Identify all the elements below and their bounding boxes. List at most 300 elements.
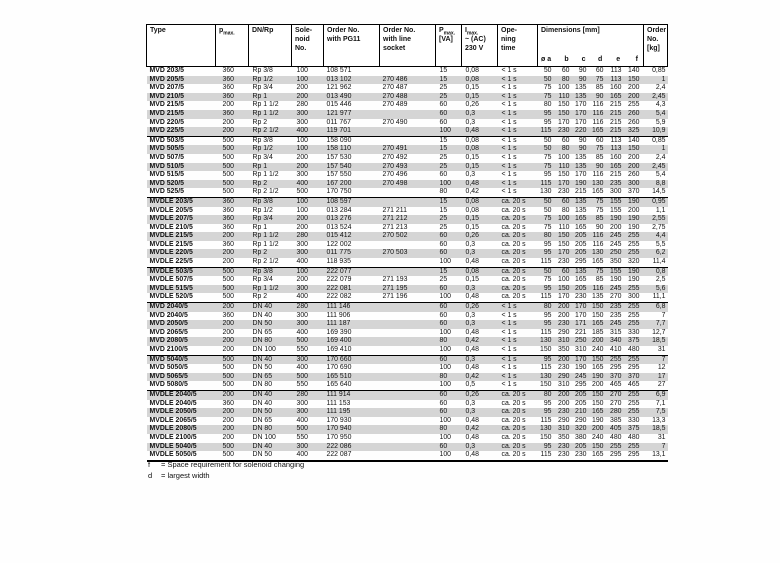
table-row (147, 434, 668, 443)
table-row (147, 154, 668, 163)
value-cell: 0,3 (462, 355, 498, 364)
value-cell: 113 (610, 136, 622, 144)
value-cell: 75 (543, 223, 552, 231)
value-cell: 170 (574, 303, 591, 312)
value-cell: 0,3 (465, 118, 476, 126)
value-cell: 480 (628, 433, 640, 441)
value-cell: 15 (436, 145, 462, 154)
value-cell: 385 (610, 416, 622, 424)
value-cell: 245 (574, 373, 591, 382)
value-cell (380, 364, 436, 373)
value-cell: 0,26 (462, 232, 498, 241)
value-cell: ca. 20 s (498, 249, 538, 258)
value-cell: 0,15 (465, 223, 479, 231)
value-cell (380, 110, 436, 119)
value-cell: 330 (628, 328, 640, 336)
value-cell: 295 (608, 451, 626, 461)
value-cell: 300 (296, 118, 308, 126)
value-cell: DN 100 (249, 346, 292, 355)
value-cell: 270 487 (382, 84, 408, 92)
value-cell: 95 (543, 118, 552, 126)
value-cell: DN 40 (249, 303, 292, 312)
value-cell: 13,3 (652, 416, 666, 424)
value-cell: 150 (626, 145, 644, 154)
value-cell: 360 (216, 110, 249, 119)
value-cell: Rp 1 1/2 (249, 232, 292, 241)
value-cell: 116 (592, 101, 604, 109)
value-cell: 200 (296, 223, 308, 231)
table-row (147, 197, 668, 206)
value-cell (380, 241, 436, 250)
value-cell: 167 200 (324, 180, 380, 189)
value-cell: 271 212 (380, 215, 436, 224)
value-cell: < 1 s (498, 76, 538, 85)
value-cell: 300 (626, 180, 644, 189)
value-cell: 200 (296, 276, 308, 284)
value-cell: 165 (608, 93, 626, 102)
value-cell: 0,15 (465, 84, 479, 92)
value-cell: 200 (558, 399, 570, 407)
value-cell: < 1 s (498, 188, 538, 197)
value-cell: 0,5 (462, 381, 498, 390)
value-cell: 15 (439, 136, 448, 144)
value-cell: 170 660 (324, 355, 380, 364)
value-cell: 116 (591, 285, 608, 294)
value-cell: 240 (591, 346, 608, 355)
value-cell: 380 (575, 433, 587, 441)
value-cell: 0,48 (462, 293, 498, 302)
value-cell: 25 (439, 223, 448, 231)
value-cell: ca. 20 s (498, 285, 538, 294)
value-cell: 222 081 (324, 285, 380, 294)
value-cell: 295 (626, 451, 644, 461)
value-cell: 150 (538, 381, 556, 390)
value-cell: 480 (626, 346, 644, 355)
value-cell: 111 914 (324, 390, 380, 399)
value-cell (380, 329, 436, 338)
value-cell: 95 (538, 110, 556, 119)
value-cell: 171 (574, 320, 591, 329)
footnote-text: = largest width (161, 471, 210, 480)
value-cell: 75 (591, 76, 608, 85)
type-cell: MVDLE 203/5 (147, 197, 216, 206)
value-cell: 270 (608, 293, 626, 302)
value-cell: ca. 20 s (501, 433, 526, 441)
value-cell: DN 40 (249, 390, 292, 399)
value-cell: 25 (439, 153, 448, 161)
value-cell: 0,15 (465, 276, 479, 284)
value-cell: 15 (439, 206, 448, 214)
value-cell: 165 (575, 223, 587, 231)
dim-col-d: d (598, 56, 603, 64)
value-cell: Rp 3/8 (252, 67, 273, 74)
value-cell: < 1 s (501, 328, 517, 336)
table-row (147, 425, 668, 434)
value-cell: 200 (216, 303, 249, 312)
type-cell: MVD 225/5 (147, 127, 216, 136)
value-cell: 0,3 (462, 110, 498, 119)
value-cell (380, 312, 436, 321)
type-cell: MVD 207/5 (149, 84, 184, 92)
value-cell: 95 (538, 443, 556, 452)
value-cell: 245 (608, 232, 626, 241)
value-cell: 340 (608, 337, 626, 346)
value-cell: 75 (591, 197, 608, 206)
value-cell: DN 65 (252, 416, 273, 424)
value-cell: 410 (608, 346, 626, 355)
value-cell: 295 (610, 364, 622, 372)
value-cell: 158 090 (326, 136, 352, 144)
value-cell: 2,4 (655, 84, 666, 92)
value-cell: 400 (292, 180, 324, 189)
value-cell: 300 (292, 443, 324, 452)
table-row (147, 171, 668, 180)
value-cell: 0,42 (462, 188, 498, 197)
value-cell: Rp 3/8 (249, 267, 292, 276)
footnote-key: d (148, 471, 153, 480)
value-cell: 230 (556, 320, 574, 329)
value-cell: 111 146 (324, 303, 380, 312)
value-cell: 271 211 (382, 206, 407, 214)
value-cell: 50 (538, 145, 556, 154)
value-cell: 165 (574, 215, 591, 224)
value-cell: 75 (591, 145, 608, 154)
value-cell: 500 (216, 285, 249, 294)
value-cell: 222 082 (324, 293, 380, 302)
value-cell: 100 (558, 276, 570, 284)
value-cell: 170 (558, 118, 570, 126)
value-cell: 255 (626, 443, 644, 452)
value-cell: 0,48 (462, 127, 498, 136)
value-cell: 150 (592, 311, 604, 319)
value-cell: Rp 1 1/2 (252, 240, 279, 248)
value-cell: 271 193 (382, 276, 408, 284)
value-cell: 480 (610, 433, 622, 441)
value-cell: 500 (292, 425, 324, 434)
value-cell: 60 (436, 232, 462, 241)
value-cell: 0,26 (465, 101, 479, 109)
value-cell: 110 (558, 223, 570, 231)
dim-col-c: c (581, 56, 586, 64)
value-cell: 200 (558, 311, 570, 319)
value-cell: 0,15 (462, 93, 498, 102)
value-cell: DN 65 (249, 373, 292, 382)
value-cell: 116 (592, 118, 604, 126)
table-row (147, 224, 668, 233)
value-cell: 271 196 (380, 293, 436, 302)
value-cell: 200 (216, 425, 249, 434)
value-cell: 165 (592, 364, 604, 372)
value-cell: 18,5 (644, 337, 668, 346)
value-cell: 130 (591, 249, 608, 258)
value-cell: 18,5 (644, 425, 668, 434)
value-cell: 360 (216, 76, 249, 85)
value-cell (380, 443, 436, 452)
value-cell: 190 (610, 276, 622, 284)
value-cell: 31 (644, 346, 668, 355)
value-cell: 360 (222, 206, 234, 214)
value-cell: 0,08 (462, 145, 498, 154)
value-cell: 255 (626, 355, 644, 364)
value-cell: 200 (610, 223, 622, 231)
value-cell: 60 (595, 136, 604, 144)
value-cell: Rp 1 (249, 93, 292, 102)
value-cell: 200 (628, 206, 640, 214)
value-cell: Rp 2 1/2 (249, 258, 292, 267)
value-cell: 230 (556, 443, 574, 452)
value-cell: 240 (592, 433, 604, 441)
type-cell: MVDLE 2050/5 (147, 408, 216, 417)
dim-col-a: ø a (541, 56, 552, 64)
value-cell: 200 (216, 320, 249, 329)
value-cell: 190 (575, 364, 587, 372)
value-cell: 0,3 (462, 320, 498, 329)
value-cell (380, 320, 436, 329)
value-cell: 14,5 (644, 188, 668, 197)
value-cell: 80 (543, 101, 552, 109)
value-cell: 60 (436, 355, 462, 364)
value-cell: 0,08 (462, 76, 498, 85)
value-cell: 115 (538, 258, 556, 267)
value-cell (380, 258, 436, 267)
type-cell: MVD 5040/5 (147, 355, 216, 364)
value-cell: 95 (538, 285, 556, 294)
value-cell: 100 (296, 67, 308, 74)
value-cell: 0,42 (462, 337, 498, 346)
value-cell: < 1 s (498, 110, 538, 119)
value-cell: 17 (644, 373, 668, 382)
type-cell: MVD 210/5 (147, 93, 216, 102)
type-cell: MVD 2040/5 (149, 311, 188, 319)
value-cell: 310 (574, 346, 591, 355)
table-row (147, 136, 668, 145)
table-row (147, 119, 668, 128)
value-cell: 280 (292, 390, 324, 399)
value-cell: 370 (626, 373, 644, 382)
value-cell: 370 (626, 188, 644, 197)
value-cell: 60 (439, 240, 448, 248)
value-cell: 500 (222, 136, 234, 144)
value-cell: 75 (543, 276, 552, 284)
value-cell: 111 195 (324, 408, 380, 417)
value-cell: 270 490 (382, 118, 408, 126)
value-cell: 170 (575, 118, 587, 126)
value-cell: 116 (591, 110, 608, 119)
value-cell: 1 (644, 145, 668, 154)
value-cell: 360 (222, 84, 234, 92)
value-cell: ca. 20 s (501, 240, 526, 248)
value-cell: 190 (591, 373, 608, 382)
value-cell: 150 (556, 232, 574, 241)
value-cell: 320 (626, 258, 644, 267)
value-cell: 270 492 (382, 153, 408, 161)
value-cell: Rp 2 (249, 249, 292, 258)
value-cell: ca. 20 s (501, 399, 526, 407)
value-cell: 360 (222, 399, 234, 407)
type-cell: MVDLE 507/5 (149, 276, 193, 284)
value-cell: 400 (292, 293, 324, 302)
value-cell: 60 (556, 267, 574, 276)
value-cell: 135 (575, 153, 587, 161)
value-cell: 270 (608, 390, 626, 399)
value-cell: DN 80 (249, 381, 292, 390)
value-cell: 130 (538, 373, 556, 382)
value-cell: 165 (575, 276, 587, 284)
value-cell: Rp 1 1/2 (249, 285, 292, 294)
table-row (147, 373, 668, 382)
value-cell: 200 (216, 258, 249, 267)
value-cell: 375 (626, 337, 644, 346)
value-cell: 200 (556, 355, 574, 364)
table-row (147, 417, 668, 426)
value-cell: 230 (574, 293, 591, 302)
value-cell: 115 (538, 293, 556, 302)
value-cell: 200 (292, 215, 324, 224)
value-cell: 465 (608, 381, 626, 390)
value-cell: 245 (610, 240, 622, 248)
value-cell: 170 (574, 355, 591, 364)
value-cell: 215 (610, 118, 622, 126)
value-cell: 95 (543, 240, 552, 248)
value-cell: 360 (216, 93, 249, 102)
value-cell: Rp 1/2 (249, 76, 292, 85)
value-cell: 200 (556, 303, 574, 312)
value-cell: < 1 s (498, 127, 538, 136)
value-cell (380, 400, 436, 409)
type-cell: MVD 2065/5 (149, 328, 188, 336)
value-cell: 255 (628, 101, 640, 109)
value-cell: 150 (591, 303, 608, 312)
table-row (147, 267, 668, 276)
value-cell: DN 40 (249, 443, 292, 452)
value-cell (380, 355, 436, 364)
type-cell: MVD 503/5 (149, 136, 184, 144)
value-cell: 121 977 (324, 110, 380, 119)
value-cell: 5,9 (655, 118, 666, 126)
value-cell: 2,5 (655, 276, 666, 284)
table-row (147, 276, 668, 285)
value-cell: 550 (296, 433, 308, 441)
value-cell: 013 102 (324, 76, 380, 85)
col-header-weight-kg: Order No. [kg] (644, 25, 668, 67)
value-cell: DN 50 (252, 364, 273, 372)
value-cell: 80 (538, 390, 556, 399)
value-cell: 310 (556, 425, 574, 434)
value-cell: ca. 20 s (501, 276, 526, 284)
value-cell: 169 390 (326, 328, 352, 336)
value-cell: 150 (591, 355, 608, 364)
value-cell: 10,9 (644, 127, 668, 136)
value-cell (380, 346, 436, 355)
value-cell: 27 (644, 381, 668, 390)
value-cell: 118 935 (324, 258, 380, 267)
value-cell: Rp 1 (252, 223, 268, 231)
value-cell: < 1 s (498, 145, 538, 154)
value-cell: 0,26 (462, 390, 498, 399)
value-cell: 6,9 (644, 390, 668, 399)
value-cell: 100 (292, 267, 324, 276)
value-cell: 31 (657, 433, 666, 441)
value-cell: 500 (216, 145, 249, 154)
value-cell: 122 002 (326, 240, 352, 248)
footnote-text: = Space requirement for solenoid changing (161, 460, 305, 469)
table-row (147, 232, 668, 241)
value-cell: 200 (292, 93, 324, 102)
value-cell (380, 188, 436, 197)
type-cell: MVDLE 205/5 (149, 206, 193, 214)
footnote-key: f (148, 460, 151, 469)
value-cell: 271 213 (382, 223, 408, 231)
value-cell: 12 (657, 364, 666, 372)
table-row (147, 355, 668, 364)
value-cell: 60 (436, 110, 462, 119)
table-row (147, 249, 668, 258)
value-cell: < 1 s (501, 171, 517, 179)
value-cell: 300 (292, 320, 324, 329)
value-cell: 2,45 (644, 93, 668, 102)
value-cell: 500 (216, 180, 249, 189)
value-cell: 0,08 (465, 206, 479, 214)
value-cell: 405 (608, 425, 626, 434)
value-cell: 255 (608, 443, 626, 452)
value-cell: < 1 s (501, 311, 517, 319)
value-cell (380, 303, 436, 312)
value-cell: 190 (592, 416, 604, 424)
value-cell: 100 (439, 364, 451, 372)
value-cell: 115 (540, 364, 552, 372)
value-cell: 280 (296, 101, 308, 109)
value-cell: 150 (538, 346, 556, 355)
value-cell: 160 (610, 84, 622, 92)
value-cell: 300 (296, 311, 308, 319)
value-cell: 190 (628, 223, 640, 231)
value-cell: 150 (540, 433, 552, 441)
value-cell: 75 (543, 84, 552, 92)
value-cell: 170 930 (326, 416, 352, 424)
value-cell: 170 (574, 110, 591, 119)
value-cell: 100 (292, 197, 324, 206)
value-cell: 5,4 (644, 110, 668, 119)
value-cell: 200 (292, 163, 324, 172)
value-cell: 60 (439, 101, 448, 109)
value-cell: Rp 1/2 (249, 145, 292, 154)
value-cell: 250 (574, 337, 591, 346)
value-cell: 12,7 (652, 328, 666, 336)
value-cell: 550 (292, 381, 324, 390)
value-cell: 500 (216, 293, 249, 302)
value-cell: 90 (591, 163, 608, 172)
value-cell: 270 488 (380, 93, 436, 102)
table-row (147, 76, 668, 85)
value-cell: 255 (626, 249, 644, 258)
value-cell: Rp 1/2 (252, 206, 273, 214)
value-cell: 100 (436, 127, 462, 136)
type-cell: MVD 205/5 (147, 76, 216, 85)
col-header-dimensions: Dimensions [mm] ø a b c d e f (538, 25, 644, 67)
value-cell: 100 (436, 346, 462, 355)
value-cell: 011 775 (324, 249, 380, 258)
value-cell: 75 (538, 215, 556, 224)
value-cell: 270 493 (380, 163, 436, 172)
value-cell: 4,4 (644, 232, 668, 241)
value-cell: 280 (608, 408, 626, 417)
value-cell: Rp 1 1/2 (252, 101, 279, 109)
value-cell: 108 571 (326, 67, 352, 74)
value-cell: 200 (628, 153, 640, 161)
value-cell: 155 (608, 267, 626, 276)
value-cell: 170 950 (326, 433, 352, 441)
value-cell: 330 (628, 416, 640, 424)
